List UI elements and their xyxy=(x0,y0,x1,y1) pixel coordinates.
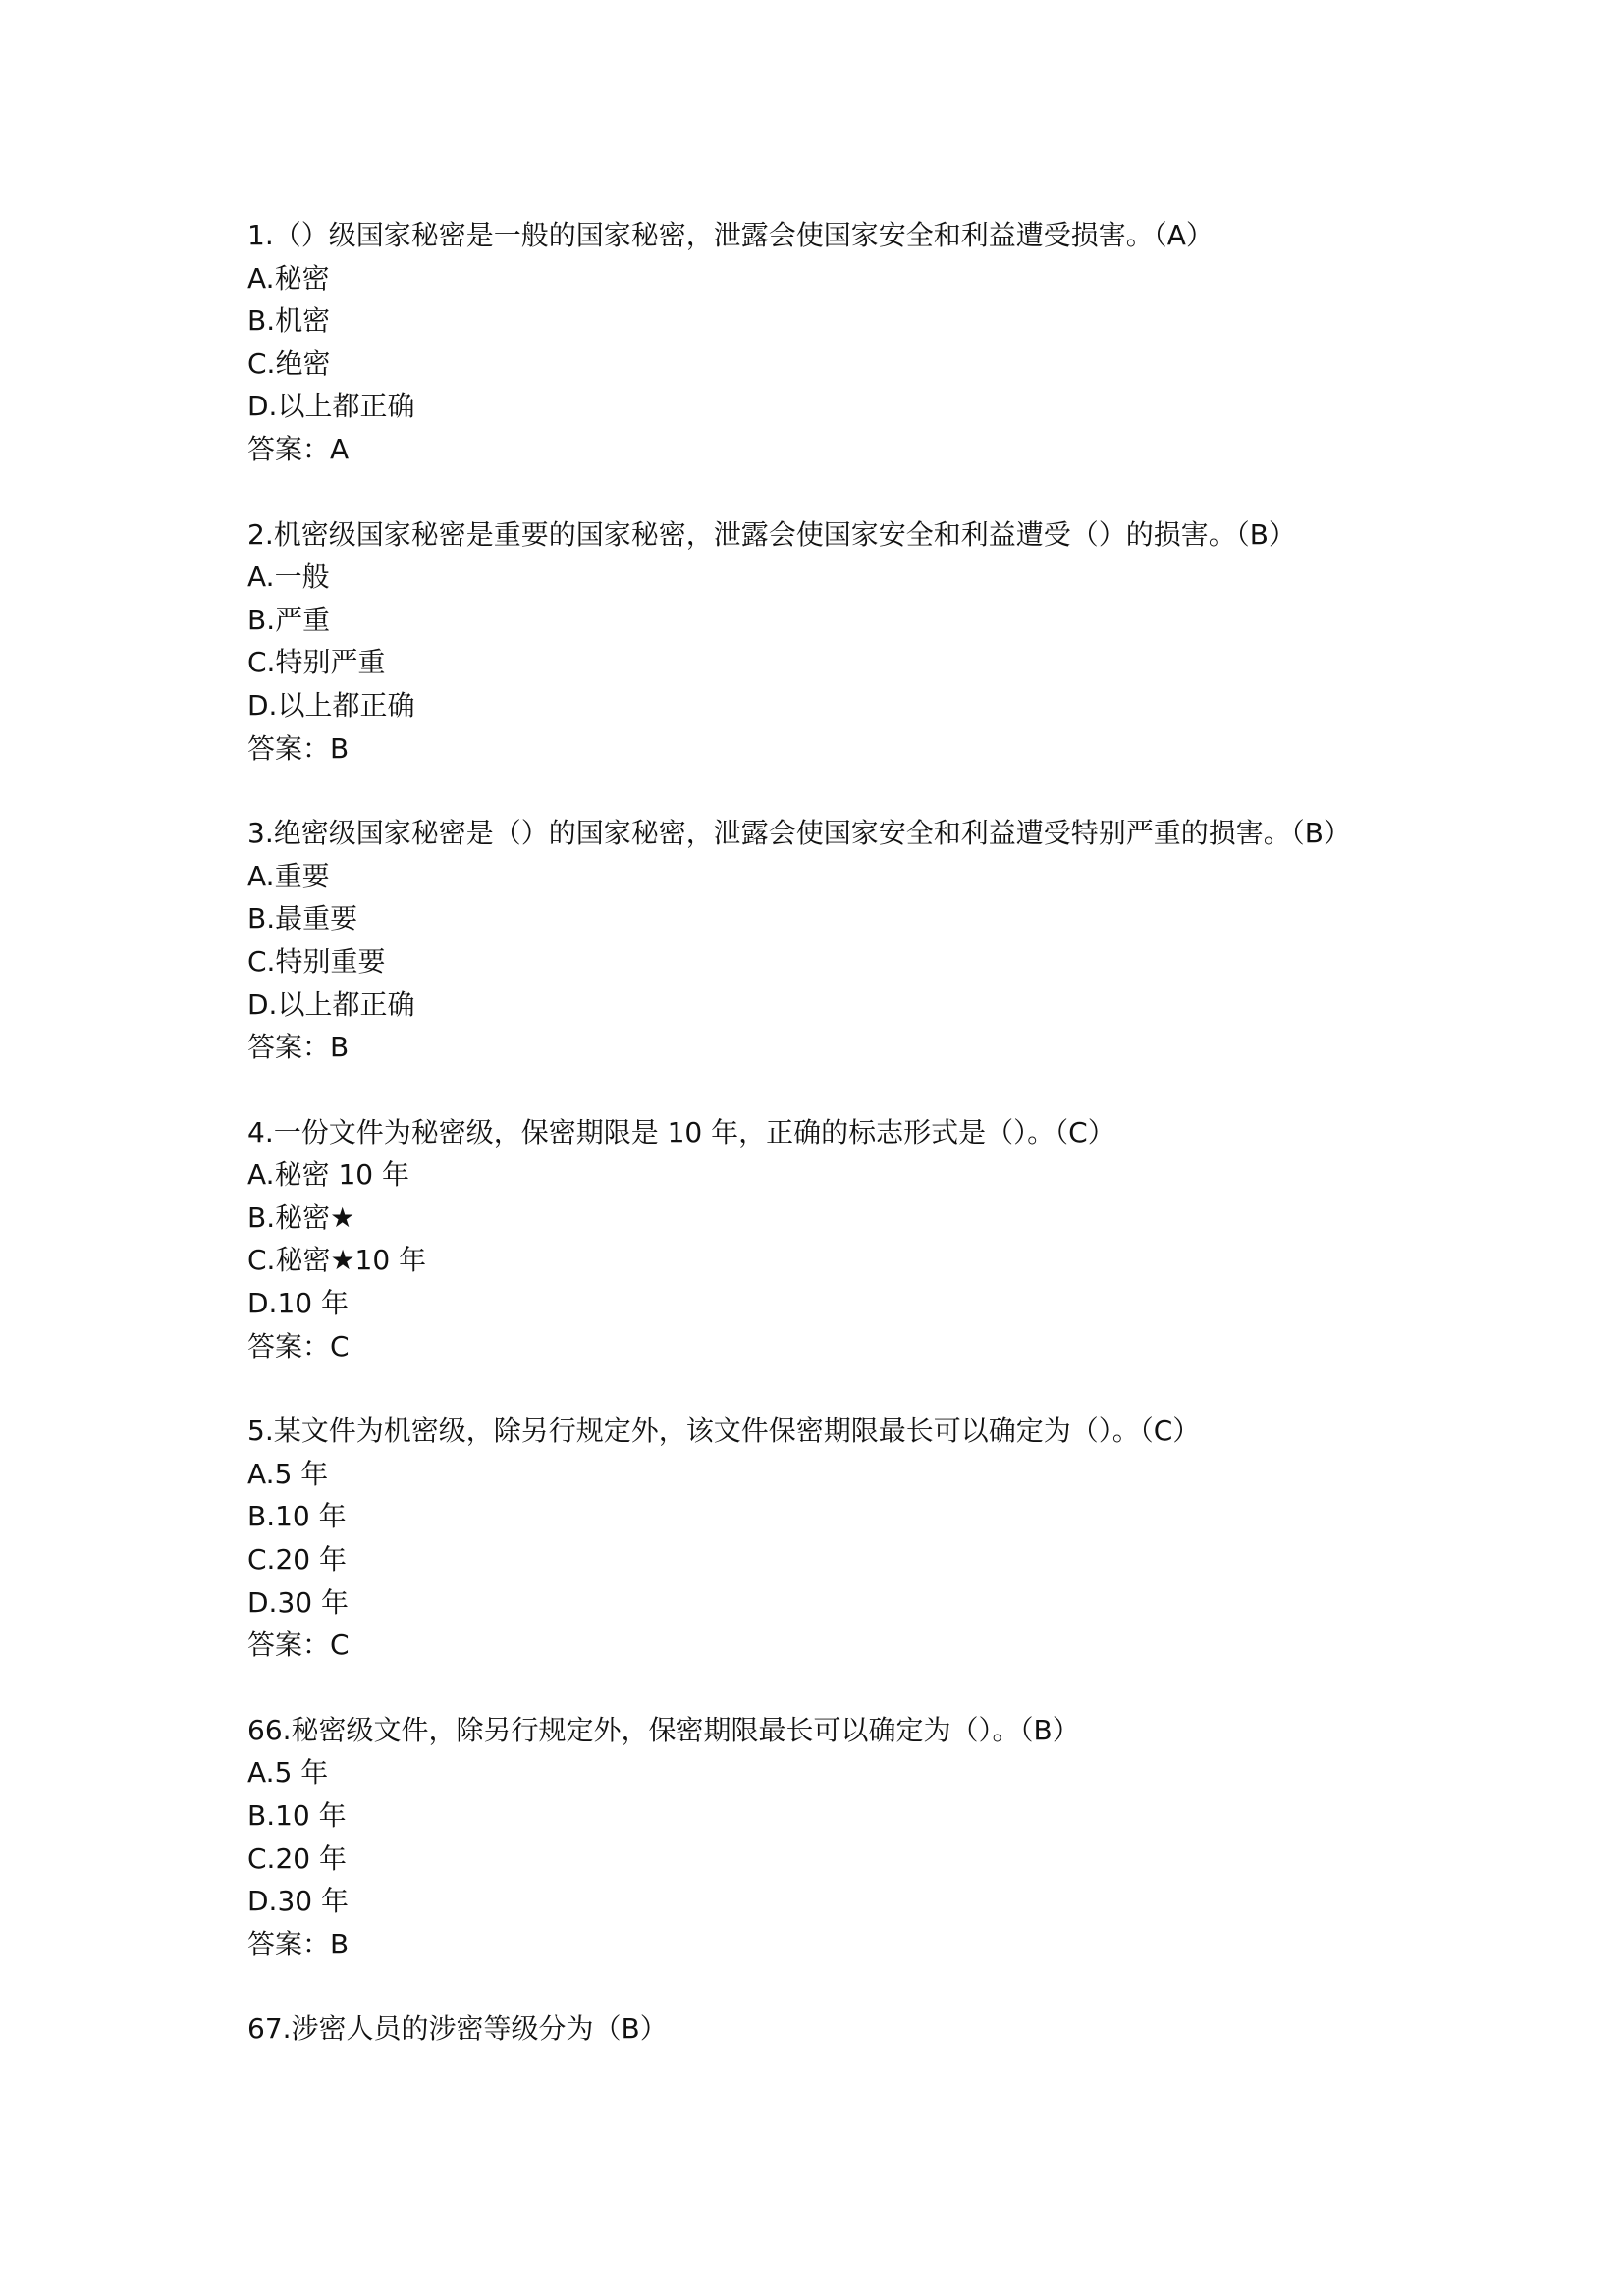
question-option: C.秘密★10 年 xyxy=(247,1244,427,1277)
question-option: A.一般 xyxy=(247,561,330,594)
question-option: D.以上都正确 xyxy=(247,988,415,1021)
question-option: A.秘密 xyxy=(247,261,330,294)
question-answer: 答案：B xyxy=(247,1031,350,1064)
question-stem: 66.秘密级文件，除另行规定外，保密期限最长可以确定为（）。（B） xyxy=(247,1713,1080,1746)
question-option: D.10 年 xyxy=(247,1287,349,1320)
question-option: B.严重 xyxy=(247,603,331,636)
question-option: A.5 年 xyxy=(247,1756,329,1789)
question-option: C.20 年 xyxy=(247,1842,347,1875)
question-stem: 3.绝密级国家秘密是（）的国家秘密，泄露会使国家安全和利益遭受特别严重的损害。（B） xyxy=(247,817,1351,850)
question-option: C.20 年 xyxy=(247,1543,347,1576)
question-option: C.特别重要 xyxy=(247,944,386,978)
question-option: D.30 年 xyxy=(247,1585,349,1619)
question-stem: 4.一份文件为秘密级，保密期限是 10 年，正确的标志形式是（）。（C） xyxy=(247,1115,1115,1148)
question-answer: 答案：C xyxy=(247,1629,350,1662)
question-stem: 5.某文件为机密级，除另行规定外，该文件保密期限最长可以确定为（）。（C） xyxy=(247,1415,1201,1448)
question-item xyxy=(247,2007,1406,2051)
question-item xyxy=(247,812,1406,1069)
question-option: D.以上都正确 xyxy=(247,688,415,721)
question-item xyxy=(247,1410,1406,1667)
question-option: D.以上都正确 xyxy=(247,390,415,423)
question-item xyxy=(247,214,1406,471)
question-option: C.绝密 xyxy=(247,347,331,380)
question-option: B.秘密★ xyxy=(247,1201,355,1234)
question-answer: 答案：B xyxy=(247,1927,350,1960)
question-option: C.特别严重 xyxy=(247,646,386,679)
question-answer: 答案：A xyxy=(247,432,350,465)
question-item xyxy=(247,1111,1406,1368)
question-stem: 67.涉密人员的涉密等级分为（B） xyxy=(247,2012,668,2046)
question-stem: 1.（）级国家秘密是一般的国家秘密，泄露会使国家安全和利益遭受损害。（A） xyxy=(247,219,1214,251)
question-option: A.重要 xyxy=(247,859,330,892)
question-option: A.5 年 xyxy=(247,1457,329,1490)
question-list xyxy=(247,214,1406,2093)
question-option: B.最重要 xyxy=(247,902,358,935)
question-option: A.秘密 10 年 xyxy=(247,1158,409,1192)
question-item xyxy=(247,513,1406,771)
question-answer: 答案：B xyxy=(247,731,350,765)
question-option: B.10 年 xyxy=(247,1500,347,1533)
question-item xyxy=(247,1709,1406,1966)
question-option: D.30 年 xyxy=(247,1885,349,1918)
question-stem: 2.机密级国家秘密是重要的国家秘密，泄露会使国家安全和利益遭受（）的损害。（B） xyxy=(247,517,1296,551)
question-answer: 答案：C xyxy=(247,1329,350,1362)
question-option: B.10 年 xyxy=(247,1799,347,1832)
question-option: B.机密 xyxy=(247,304,331,338)
